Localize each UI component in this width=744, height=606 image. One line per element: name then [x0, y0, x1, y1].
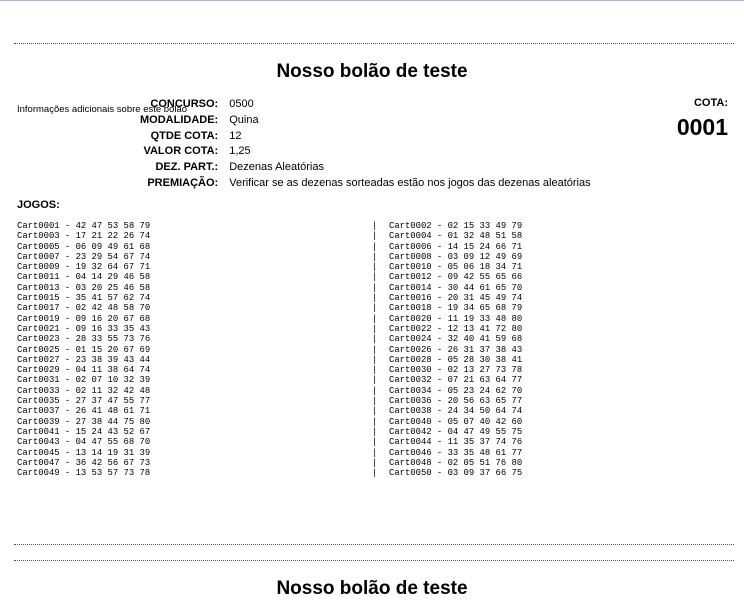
game-row: [17, 231, 733, 241]
game-entry-right: Cart0036 - 20 56 63 65 77: [389, 396, 523, 407]
column-separator: |: [372, 251, 378, 262]
game-entry-left: Cart0045 - 13 14 19 31 39: [17, 447, 151, 458]
game-entry-left: Cart0013 - 03 20 25 46 58: [17, 282, 151, 293]
game-entry-right: Cart0042 - 04 47 49 55 75: [389, 426, 523, 437]
column-separator: |: [372, 416, 378, 427]
game-entry-right: Cart0016 - 20 31 45 49 74: [389, 293, 523, 304]
column-separator: |: [372, 334, 378, 345]
game-entry-right: Cart0030 - 02 13 27 73 78: [389, 365, 523, 376]
game-row: [17, 252, 733, 262]
meta-value: Dezenas Aleatórias: [229, 161, 324, 174]
game-entry-right: Cart0014 - 30 44 61 65 70: [389, 282, 523, 293]
game-row: [17, 468, 733, 478]
meta-label: VALOR COTA:: [143, 145, 219, 158]
page-title: Nosso bolão de teste: [276, 61, 468, 82]
game-row: [17, 334, 733, 344]
column-separator: |: [372, 365, 378, 376]
game-entry-right: Cart0018 - 19 34 65 68 79: [389, 303, 523, 314]
game-row: [17, 242, 733, 252]
column-separator: |: [372, 447, 378, 458]
game-entry-left: Cart0039 - 27 38 44 75 80: [17, 416, 151, 427]
meta-label: MODALIDADE:: [140, 113, 219, 126]
column-separator: |: [372, 354, 378, 365]
game-row: [17, 417, 733, 427]
game-entry-right: Cart0004 - 01 32 48 51 58: [389, 231, 523, 242]
meta-value: 0500: [229, 98, 254, 110]
meta-block: [140, 97, 591, 192]
meta-row: [140, 129, 591, 145]
meta-label: QTDE COTA:: [150, 129, 219, 142]
meta-row: [140, 176, 591, 192]
game-entry-right: Cart0022 - 12 13 41 72 80: [389, 323, 523, 334]
column-separator: |: [372, 262, 378, 273]
game-entry-right: Cart0050 - 03 09 37 66 75: [389, 468, 523, 479]
game-entry-left: Cart0031 - 02 07 10 32 39: [17, 375, 151, 386]
game-entry-right: Cart0012 - 09 42 55 65 66: [389, 272, 523, 283]
game-entry-left: Cart0001 - 42 47 53 58 79: [17, 221, 151, 231]
meta-value: Quina: [229, 113, 259, 126]
jogos-label: JOGOS:: [17, 199, 60, 211]
game-row: [17, 303, 733, 313]
column-separator: |: [372, 468, 378, 479]
meta-row: [140, 97, 591, 113]
column-separator: |: [372, 426, 378, 437]
game-entry-left: Cart0025 - 01 15 20 67 69: [17, 344, 151, 355]
meta-label: CONCURSO:: [150, 98, 219, 110]
dotted-separator-next: [14, 560, 734, 561]
meta-label: PREMIAÇÃO:: [147, 176, 219, 189]
game-row: [17, 324, 733, 334]
column-separator: |: [372, 323, 378, 334]
game-entry-left: Cart0043 - 04 47 55 68 70: [17, 437, 151, 448]
game-entry-left: Cart0009 - 19 32 64 67 71: [17, 262, 151, 273]
game-row: [17, 396, 733, 406]
game-row: [17, 314, 733, 324]
game-entry-right: Cart0028 - 05 28 30 38 41: [389, 354, 523, 365]
game-row: [17, 365, 733, 375]
game-entry-left: Cart0035 - 27 37 47 55 77: [17, 396, 151, 407]
game-row: [17, 283, 733, 293]
game-entry-right: Cart0010 - 05 06 18 34 71: [389, 262, 523, 273]
game-entry-left: Cart0023 - 28 33 55 73 76: [17, 334, 151, 345]
column-separator: |: [372, 396, 378, 407]
column-separator: |: [372, 385, 378, 396]
game-row: [17, 345, 733, 355]
game-entry-right: Cart0046 - 33 35 48 61 77: [389, 447, 523, 458]
game-entry-left: Cart0027 - 23 38 39 43 44: [17, 354, 151, 365]
game-entry-right: Cart0048 - 02 05 51 76 80: [389, 457, 523, 468]
game-row: [17, 427, 733, 437]
meta-row: [140, 113, 591, 129]
game-entry-right: Cart0026 - 26 31 37 38 43: [389, 344, 523, 355]
column-separator: |: [372, 457, 378, 468]
meta-value: Verificar se as dezenas sorteadas estão nos jogos das dezenas aleatórias: [229, 176, 591, 189]
meta-row: [140, 144, 591, 160]
game-row: [17, 448, 733, 458]
meta-value: 12: [229, 129, 242, 142]
game-entry-left: Cart0041 - 15 24 43 52 67: [17, 426, 151, 437]
game-entry-left: Cart0003 - 17 21 22 26 74: [17, 231, 151, 242]
game-entry-left: Cart0021 - 09 16 33 35 43: [17, 323, 151, 334]
game-entry-left: Cart0015 - 35 41 57 62 74: [17, 293, 151, 304]
game-entry-right: Cart0002 - 02 15 33 49 79: [389, 221, 523, 231]
game-entry-right: Cart0038 - 24 34 50 64 74: [389, 406, 523, 417]
game-entry-right: Cart0032 - 07 21 63 64 77: [389, 375, 523, 386]
dotted-separator-bottom: [14, 544, 734, 545]
game-row: [17, 262, 733, 272]
column-separator: |: [372, 303, 378, 314]
game-entry-left: Cart0037 - 26 41 48 61 71: [17, 406, 151, 417]
game-row: [17, 386, 733, 396]
game-entry-right: Cart0024 - 32 40 41 59 68: [389, 334, 523, 345]
game-entry-right: Cart0044 - 11 35 37 74 76: [389, 437, 523, 448]
column-separator: |: [372, 313, 378, 324]
dotted-separator-top: [14, 43, 734, 44]
meta-value: 1,25: [229, 145, 251, 158]
game-entry-left: Cart0019 - 09 16 20 67 68: [17, 313, 151, 324]
column-separator: |: [372, 344, 378, 355]
column-separator: |: [372, 221, 378, 231]
additional-info: Informações adicionais sobre este bolão: [17, 104, 188, 115]
game-entry-left: Cart0007 - 23 29 54 67 74: [17, 251, 151, 262]
game-entry-left: Cart0005 - 06 09 49 61 68: [17, 241, 151, 252]
next-page-title: Nosso bolão de teste: [276, 578, 468, 599]
column-separator: |: [372, 406, 378, 417]
column-separator: |: [372, 282, 378, 293]
column-separator: |: [372, 241, 378, 252]
game-row: [17, 437, 733, 447]
game-row: [17, 458, 733, 468]
game-entry-left: Cart0029 - 04 11 38 64 74: [17, 365, 151, 376]
game-row: [17, 293, 733, 303]
game-row: [17, 221, 733, 231]
column-separator: |: [372, 272, 378, 283]
column-separator: |: [372, 375, 378, 386]
game-entry-left: Cart0011 - 04 14 29 46 58: [17, 272, 151, 283]
meta-row: [140, 160, 591, 176]
window-top-border: [0, 0, 744, 1]
games-list: [17, 221, 733, 478]
game-entry-left: Cart0017 - 02 42 48 58 70: [17, 303, 151, 314]
game-entry-left: Cart0033 - 02 11 32 42 48: [17, 385, 151, 396]
cota-number: 0001: [676, 114, 728, 140]
game-entry-left: Cart0049 - 13 53 57 73 78: [17, 468, 151, 479]
game-row: [17, 355, 733, 365]
game-row: [17, 375, 733, 385]
column-separator: |: [372, 437, 378, 448]
game-entry-right: Cart0008 - 03 09 12 49 69: [389, 251, 523, 262]
meta-label: DEZ. PART.:: [155, 161, 219, 174]
game-entry-right: Cart0034 - 05 23 24 62 70: [389, 385, 523, 396]
game-row: [17, 406, 733, 416]
column-separator: |: [372, 231, 378, 242]
game-entry-right: Cart0006 - 14 15 24 66 71: [389, 241, 523, 252]
game-entry-left: Cart0047 - 36 42 56 67 73: [17, 457, 151, 468]
game-row: [17, 272, 733, 282]
game-entry-right: Cart0040 - 05 07 40 42 60: [389, 416, 523, 427]
game-entry-right: Cart0020 - 11 19 33 48 80: [389, 313, 523, 324]
cota-label: COTA:: [693, 97, 728, 109]
column-separator: |: [372, 293, 378, 304]
